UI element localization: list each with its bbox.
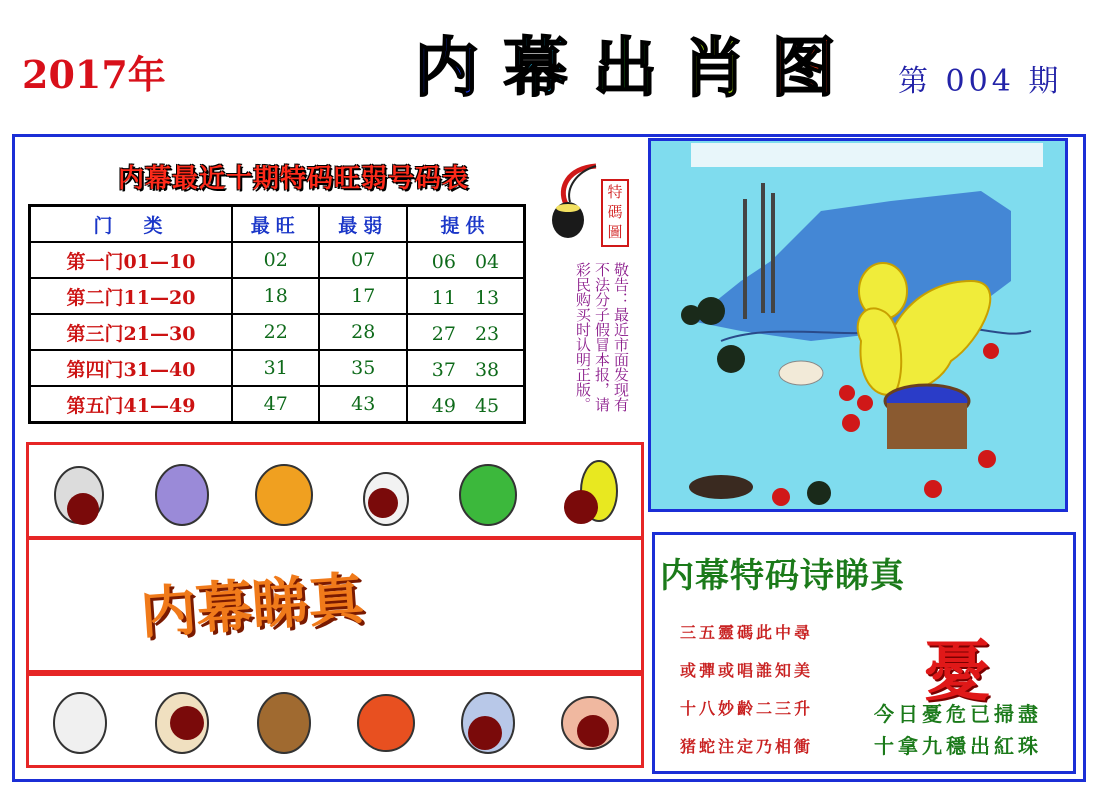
cell-provide: 27 23 [407, 314, 525, 350]
zodiac-snake [553, 451, 627, 531]
poem-subline: 今日憂危已掃盡 [874, 702, 1042, 726]
cell-cold: 35 [319, 350, 406, 386]
ox-icon [145, 451, 219, 531]
issue-number: 第 004 期 [898, 64, 1063, 99]
col-header-hot: 最旺 [232, 206, 319, 243]
monkey-icon [247, 679, 321, 759]
middle-title: 内幕睇真 [137, 565, 367, 647]
rooster-icon [349, 679, 423, 759]
logo-text: 特碼圖 [607, 183, 623, 241]
pig-icon [553, 679, 627, 759]
cell-cold: 28 [319, 314, 406, 350]
poem-line: 十八妙齡二三升 [680, 699, 814, 718]
brand-char: 肖 [682, 32, 747, 106]
poem-subline: 十拿九穩出紅珠 [874, 734, 1042, 758]
poem-answer: 憂 [924, 632, 990, 710]
horse-icon [43, 679, 117, 759]
brand-char: 内 [414, 32, 479, 106]
cell-category: 第三门21—30 [30, 314, 233, 350]
number-table [28, 204, 526, 424]
table-row [30, 350, 525, 386]
dog-icon [451, 679, 525, 759]
snake-icon [553, 451, 627, 531]
zodiac-row-bottom [26, 670, 644, 768]
zodiac-rat [43, 451, 117, 531]
col-header-provide: 提供 [407, 206, 525, 243]
cell-provide: 37 38 [407, 350, 525, 386]
cell-cold: 07 [319, 242, 406, 278]
cell-cold: 43 [319, 386, 406, 423]
cell-hot: 02 [232, 242, 319, 278]
zodiac-horse [43, 679, 117, 759]
zodiac-goat [145, 679, 219, 759]
zodiac-ox [145, 451, 219, 531]
col-header-category: 门 类 [30, 206, 233, 243]
cell-hot: 22 [232, 314, 319, 350]
table-row [30, 278, 525, 314]
cell-category: 第四门31—40 [30, 350, 233, 386]
cell-category: 第一门01—10 [30, 242, 233, 278]
cell-provide: 06 04 [407, 242, 525, 278]
brand-char: 图 [771, 32, 836, 106]
squirrel-image [651, 141, 1065, 509]
zodiac-dragon [451, 451, 525, 531]
squirrel-painting [648, 138, 1068, 512]
table-header-row [30, 206, 525, 243]
notice-text: 敬告：最近市面发现有不法分子假冒本报，请彩民购买时认明正版。 [574, 262, 630, 412]
cell-category: 第五门41—49 [30, 386, 233, 423]
poem-line: 三五靈碼此中尋 [680, 623, 814, 642]
table-row [30, 386, 525, 423]
tiger-icon [247, 451, 321, 531]
zodiac-tiger [247, 451, 321, 531]
table-row [30, 314, 525, 350]
cell-hot: 47 [232, 386, 319, 423]
cell-hot: 31 [232, 350, 319, 386]
table-row [30, 242, 525, 278]
cell-provide: 49 45 [407, 386, 525, 423]
zodiac-rabbit [349, 451, 423, 531]
cell-hot: 18 [232, 278, 319, 314]
rat-icon [43, 451, 117, 531]
zodiac-pig [553, 679, 627, 759]
tema-logo [548, 158, 632, 250]
poem-line: 或彈或唱誰知美 [680, 661, 814, 680]
cell-cold: 17 [319, 278, 406, 314]
poem-title: 内幕特码诗睇真 [660, 556, 905, 596]
year-label: 2017年 [22, 52, 166, 97]
col-header-cold: 最弱 [319, 206, 406, 243]
goat-icon [145, 679, 219, 759]
cell-provide: 11 13 [407, 278, 525, 314]
zodiac-rooster [349, 679, 423, 759]
zodiac-row-top [26, 442, 644, 540]
cell-category: 第二门11—20 [30, 278, 233, 314]
brand-char: 幕 [503, 32, 568, 106]
dragon-icon [451, 451, 525, 531]
zodiac-monkey [247, 679, 321, 759]
poem-line: 猪蛇注定乃相衝 [680, 737, 814, 756]
brand-char: 出 [593, 32, 657, 106]
table-title: 内幕最近十期特码旺弱号码表 [118, 164, 470, 194]
zodiac-dog [451, 679, 525, 759]
rabbit-icon [349, 451, 423, 531]
brand-title [405, 28, 845, 110]
